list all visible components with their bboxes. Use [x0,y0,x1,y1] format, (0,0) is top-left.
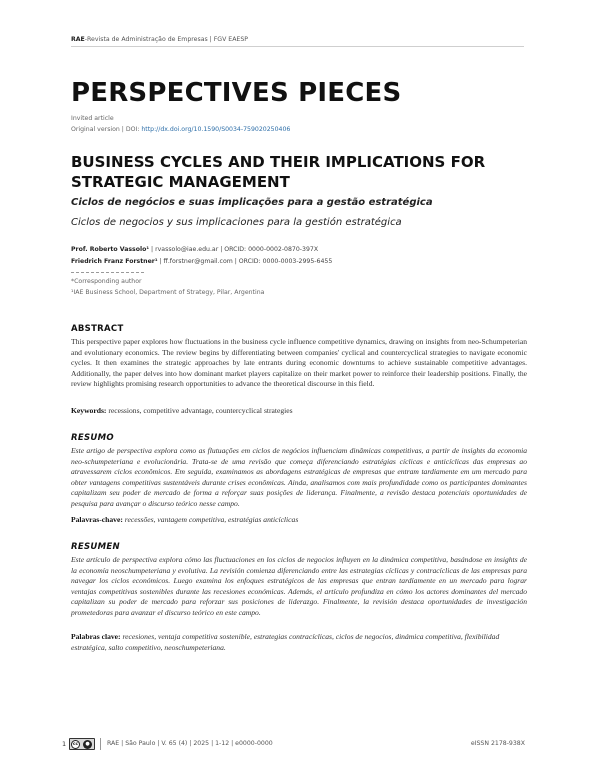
abstract-text: This perspective paper explores how fluctuations in the business cycle influence competitive dynamics, drawing on insights from neo-Schumpeterian and evolutionary economics. The review begins by differentiating between companies' cyclical and countercyclical strategies to navigate economic cycles. It then examines the strategic approaches by late entrants during economic downturns to achieve sustainable competitive advantages. Additionally, the paper delves into how dominant market players capitalize on their market power to reinforce their leadership positions. Finally, the review highlights promising research opportunities to advance the theoretical discourse in this field. [71,337,527,388]
footer-issn: eISSN 2178-938X [470,740,525,747]
keywords-label: Palavras-chave: [71,515,123,524]
resumen-heading: RESUMEN [71,542,120,552]
author-details[interactable]: | rvassolo@iae.edu.ar | ORCID: 0000-0002-0870-397X [149,246,319,253]
resumo-keywords [71,515,527,526]
resumo-text: Este artigo de perspectiva explora como as flutuações em ciclos de negócios influenciam dinâmicas competitivas, a partir de insights da economia neo-schumpeteriana e evolucionária. Trata-se de uma revisão que começa diferenciando estratégias cíclicas e anticíclicas das empresas ao atravessarem ciclos econômicos. Em seguida, examinamos as abordagens estratégicas de empresas que entram tardiamente em um mercado para obter vantagens competitivas sustentáveis durante crises econômicas. Ainda, analisamos com mais profundidade como os participantes dominantes capitalizam seu poder de mercado de forma a reforçar suas posições de liderança. Finalmente, a revisão destaca potenciais oportunidades de pesquisa para avançar o discurso teórico nesse campo. [71,446,527,508]
doi-link[interactable]: http://dx.doi.org/10.1590/S0034-759020250406 [141,126,291,133]
page-footer [62,738,525,752]
section-title: PERSPECTIVES PIECES [71,78,402,108]
author-name: Friedrich Franz Forstner¹ [71,258,158,265]
abstract-heading: ABSTRACT [71,324,124,334]
footer-divider [100,738,101,750]
author-line [71,246,318,253]
page-number: 1 [62,740,67,748]
running-header [71,36,248,43]
keywords-label: Palabras clave: [71,632,121,641]
keywords-text: recessions, competitive advantage, countercyclical strategies [106,406,293,415]
journal-abbr: RAE [71,36,85,43]
resumo-heading: RESUMO [71,433,114,443]
keywords-label: Keywords: [71,406,107,415]
resumen-keywords [71,632,527,653]
author-name: Prof. Roberto Vassolo¹ [71,246,150,253]
person-icon: ● [83,740,92,749]
affiliation-note: ¹IAE Business School, Department of Strategy, Pilar, Argentina [71,289,265,296]
cc-by-license-icon[interactable] [69,738,95,750]
footnote-divider [71,272,144,273]
version-doi-line [71,126,290,133]
header-divider [71,46,524,47]
keywords-text: recessões, vantagem competitiva, estratégias anticíclicas [122,515,299,524]
article-title: BUSINESS CYCLES AND THEIR IMPLICATIONS FOR STRATEGIC MANAGEMENT [71,153,486,191]
journal-name: -Revista de Administração de Empresas | FGV EAESP [84,36,249,43]
article-type: Invited article [71,115,114,122]
author-line [71,258,332,265]
cc-icon: cc [72,742,79,747]
version-label: Original version | DOI: [71,126,142,133]
corresponding-note: *Corresponding author [71,278,142,285]
author-details[interactable]: | ff.forstner@gmail.com | ORCID: 0000-0003-2995-6455 [157,258,333,265]
footer-citation: RAE | São Paulo | V. 65 (4) | 2025 | 1-12 | e0000-0000 [107,740,273,747]
keywords-text: recesiones, ventaja competitiva sostenible, estrategias contracíclicas, ciclos de negocios, dinámica competitiva, flexibilidad estratégica, salto competitivo, neoschumpeteriana. [71,632,500,652]
abstract-keywords [71,406,527,417]
subtitle-portuguese: Ciclos de negócios e suas implicações para a gestão estratégica [71,197,433,208]
subtitle-spanish: Ciclos de negocios y sus implicaciones para la gestión estratégica [71,217,402,228]
resumen-text: Este artículo de perspectiva explora cómo las fluctuaciones en los ciclos de negocios influyen en la dinámica competitiva, basándose en insights de la economía neoschumpeteriana y evolutiva. La revisión comienza diferenciando entre las estrategias cíclicas y contracíclicas de las empresas para navegar los ciclos económicos. Luego examina los enfoques estratégicos de las empresas que entran tardíamente en un mercado para lograr ventajas competitivas sostenibles durante las recesiones económicas. Además, el artículo profundiza en cómo los actores dominantes del mercado capitalizan su poder de mercado para reforzar sus posiciones de liderazgo. Finalmente, la revisión destaca oportunidades de investigación prometedoras para avanzar el discurso teórico en este campo. [71,555,527,617]
